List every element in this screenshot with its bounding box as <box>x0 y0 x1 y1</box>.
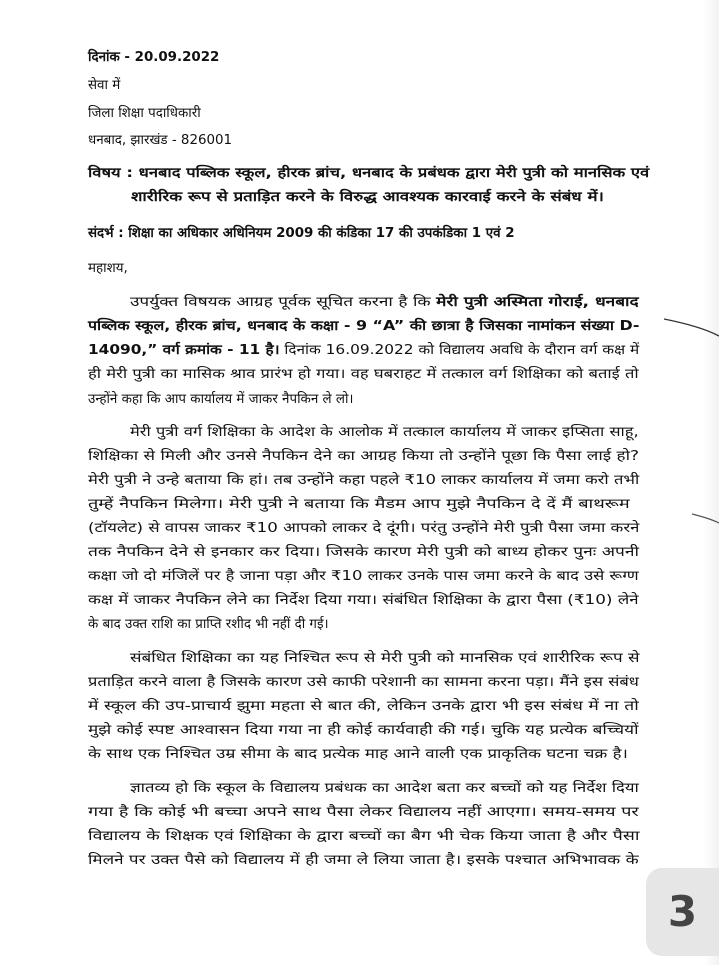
body-line <box>130 293 639 313</box>
bold-text: 14090,” वर्ग क्रमांक - 11 है। <box>88 343 280 358</box>
text-run: उन्होंने कहा कि आप कार्यालय में जाकर नैपकिन ले लो। <box>88 392 354 407</box>
text-run: मुझे कोई स्पष्ट आश्वासन दिया गया ना ही कोई कार्यवाही की गई। चुकि यह प्रत्येक बच्चियों <box>88 723 639 738</box>
subject-line: शारीरिक रूप से प्रताड़ित करने के विरुद्ध आवश्यक कारवाई करने के संबंध में। <box>131 190 604 205</box>
body-line <box>88 567 639 587</box>
text-run: ही मेरी पुत्री का मासिक श्राव प्रारंभ हो गया। वह घबराहट में तत्काल वर्ग शिक्षिका को बताई तो <box>88 367 639 382</box>
body-line <box>88 519 639 539</box>
body-line <box>130 649 640 669</box>
text-run: (टॉयलेट) से वापस जाकर ₹10 आपको लाकर दे दूंगी। परंतु उन्होंने मेरी पुत्री पैसा जमा करने <box>88 521 640 536</box>
text-run: गया है कि कोई भी बच्चा अपने साथ पैसा लेकर विद्यालय नहीं आएगा। समय-समय पर <box>88 805 639 820</box>
text-run: के साथ एक निश्चित उम्र सीमा के बाद प्रत्येक माह आने वाली एक प्राकृतिक घटना चक्र है। <box>88 747 628 762</box>
letter-date: दिनांक - 20.09.2022 <box>88 50 220 65</box>
text-run: में स्कूल की उप-प्राचार्य झुमा महता से बात की, लेकिन उनके द्वारा भी इस संबंध में ना तो <box>88 699 639 714</box>
address-line: जिला शिक्षा पदाधिकारी <box>88 106 201 121</box>
scan-edge-shadow <box>703 0 719 965</box>
text-run: कक्ष में जाकर नैपकिन लेने का निर्देश दिया गया। संबंधित शिक्षिका के द्वारा पैसा (₹10) लेने <box>88 593 639 608</box>
body-line <box>88 803 639 823</box>
subject-line: विषय : धनबाद पब्लिक स्कूल, हीरक ब्रांच, धनबाद के प्रबंधक द्वारा मेरी पुत्री को मानसिक एवं <box>88 166 650 181</box>
body-line <box>88 390 354 410</box>
address-line: सेवा में <box>88 78 121 93</box>
salutation: महाशय, <box>88 261 128 276</box>
body-line <box>88 591 639 611</box>
page-number: 3 <box>667 887 698 936</box>
body-line <box>88 827 639 847</box>
text-run: प्रताड़ित करने वाला है जिसके कारण उसे काफी परेशानी का सामना करना पड़ा। मैंने इस संबंध <box>88 675 639 690</box>
body-line <box>88 697 639 717</box>
text-run: दिनांक 16.09.2022 को विद्यालय अवधि के दौरान वर्ग कक्ष में <box>279 343 640 358</box>
reference-line: संदर्भ : शिक्षा का अधिकार अधिनियम 2009 की कंडिका 17 की उपकंडिका 1 एवं 2 <box>88 226 515 241</box>
body-line <box>88 317 640 337</box>
body-line <box>88 673 639 693</box>
body-line <box>88 341 639 361</box>
text-run: के बाद उक्त राशि का प्राप्ति रशीद भी नहीं दी गई। <box>88 617 329 632</box>
text-run: कक्षा जो दो मंजिलें पर है जाना पड़ा और ₹10 लाकर उनके पास जमा करने के बाद उसे रूग्ण <box>88 569 639 584</box>
text-run: मेरी पुत्री वर्ग शिक्षिका के आदेश के आलोक में तत्काल कार्यालय में जाकर इप्सिता साहू, <box>130 425 639 440</box>
body-line <box>130 423 639 443</box>
body-line <box>88 495 630 515</box>
text-run: विद्यालय के शिक्षक एवं शिक्षिका के द्वारा बच्चों का बैग भी चेक किया जाता है और पैसा <box>88 829 640 844</box>
text-run: ज्ञातव्य हो कि स्कूल के विद्यालय प्रबंधक का आदेश बता कर बच्चों को यह निर्देश दिया <box>130 781 639 796</box>
text-run: तुम्हें नैपकिन मिलेगा। मेरी पुत्री ने बताया कि मैडम आप मुझे नैपकिन दे दें मैं बाथरूम <box>88 497 630 512</box>
text-run: शिक्षिका से मिली और उनसे नैपकिन देने का आग्रह किया तो उन्होंने पूछा कि पैसा लाई हो? <box>88 449 640 464</box>
body-line <box>88 471 639 491</box>
bold-text: मेरी पुत्री अस्मिता गोराई, धनबाद <box>436 295 639 310</box>
body-line <box>88 543 639 563</box>
body-line <box>88 745 628 765</box>
text-run: मेरी पुत्री ने उन्हे बताया कि हां। तब उन्होंने कहा पहले ₹10 लाकर कार्यालय में जमा करो तभी <box>88 473 640 488</box>
text-run: उपर्युक्त विषयक आग्रह पूर्वक सूचित करना है कि <box>130 295 437 310</box>
text-run: तक नैपकिन देने से इनकार कर दिया। जिसके कारण मेरी पुत्री को बाध्य होकर पुनः अपनी <box>88 545 640 560</box>
page-number-badge <box>646 868 719 956</box>
body-line <box>88 851 639 871</box>
body-line <box>88 365 639 385</box>
body-line <box>130 779 639 799</box>
address-line: धनबाद, झारखंड - 826001 <box>88 133 233 148</box>
bold-text: पब्लिक स्कूल, हीरक ब्रांच, धनबाद के कक्षा - 9 “A” की छात्रा है जिसका नामांकन संख्या D- <box>88 319 640 334</box>
text-run: मिलने पर उक्त पैसे को विद्यालय में ही जमा ले लिया जाता है। इसके पश्चात अभिभावक के <box>88 853 639 868</box>
text-run: संबंधित शिक्षिका का यह निश्चित रूप से मेरी पुत्री को मानसिक एवं शारीरिक रूप से <box>130 651 640 666</box>
body-line <box>88 615 329 635</box>
body-line <box>88 447 639 467</box>
body-line <box>88 721 639 741</box>
